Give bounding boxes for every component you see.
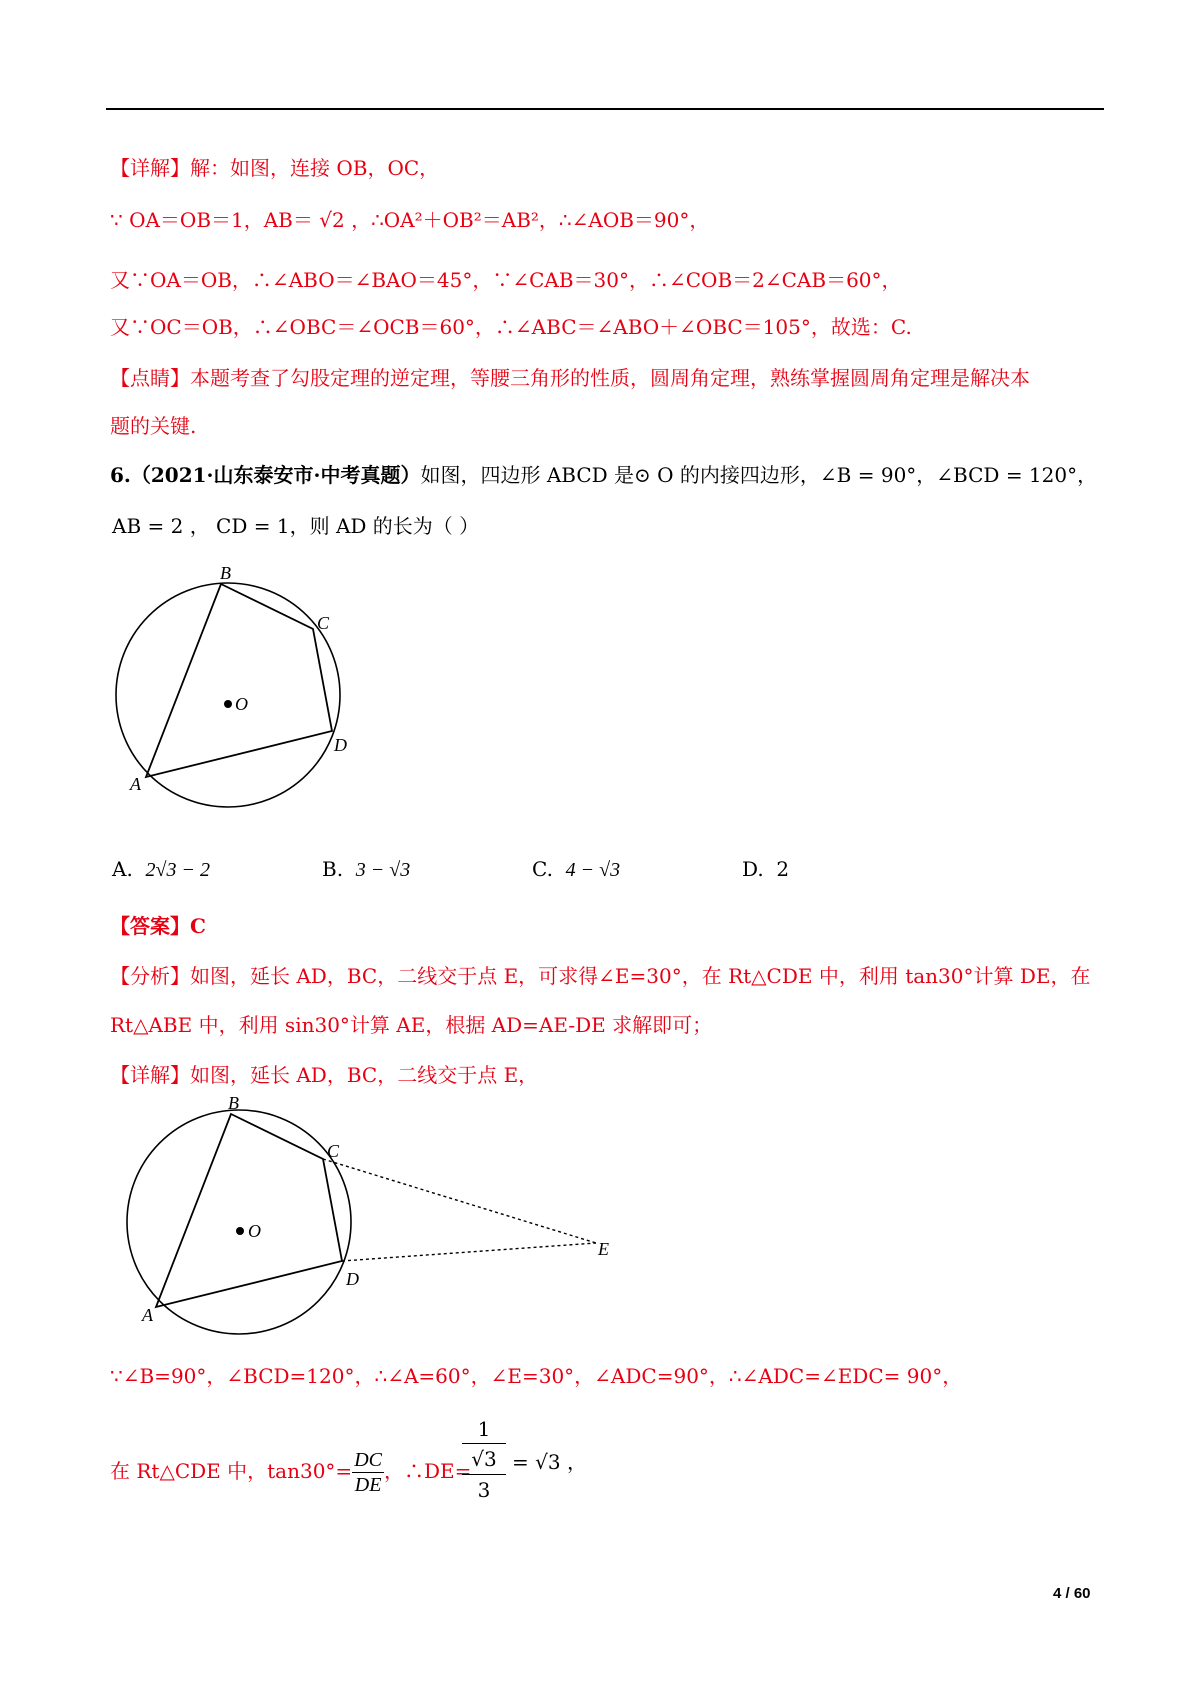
detail-line-4: 又∵OC＝OB，∴∠OBC＝∠OCB＝60°，∴∠ABC＝∠ABO＋∠OBC＝105°，故选：C. — [110, 315, 912, 339]
question-6-line-1 — [110, 461, 1097, 489]
compound-middle: √3 — [462, 1444, 506, 1475]
circle-o — [116, 583, 340, 807]
answer-line — [110, 912, 206, 940]
option-c-letter: C. — [532, 857, 553, 881]
step-2-suffix: = √3 ， — [512, 1450, 587, 1474]
quadrilateral-abcd-2 — [156, 1114, 342, 1307]
detail-6-line-1: 【详解】如图，延长 AD，BC，二线交于点 E， — [110, 1063, 539, 1087]
comment-line-2: 题的关键. — [110, 414, 197, 438]
compound-fraction — [462, 1415, 506, 1505]
option-d[interactable] — [742, 857, 789, 881]
label-b-2: B — [228, 1095, 239, 1113]
compound-numerator: 1 — [462, 1415, 506, 1444]
option-d-letter: D. — [742, 857, 764, 881]
label-a-2: A — [142, 1305, 153, 1325]
label-o-2: O — [248, 1221, 261, 1241]
fraction-denominator: DE — [354, 1474, 382, 1496]
step-line-2 — [110, 1448, 471, 1497]
analysis-line-1: 【分析】如图，延长 AD，BC，二线交于点 E，可求得∠E=30°，在 Rt△CDE 中，利用 tan30°计算 DE，在 — [110, 964, 1091, 988]
option-a-value: 2√3 − 2 — [145, 859, 211, 881]
option-b-value: 3 − √3 — [355, 859, 411, 881]
answer-value: C — [190, 914, 206, 938]
detail-line-3: 又∵OA＝OB，∴∠ABO＝∠BAO＝45°，∵∠CAB＝30°，∴∠COB＝2∠CAB＝60°， — [110, 268, 902, 292]
step-line-1: ∵∠B=90°，∠BCD=120°，∴∠A=60°，∠E=30°，∠ADC=90°，∴∠ADC=∠EDC= 90°， — [110, 1364, 963, 1388]
fraction-numerator: DC — [354, 1449, 382, 1471]
figure-2-extended-lines — [118, 1095, 618, 1335]
step-2-prefix: 在 Rt△CDE 中，tan30°= — [110, 1459, 353, 1483]
label-c: C — [317, 613, 330, 633]
figure-1-cyclic-quadrilateral — [108, 565, 368, 815]
compound-denominator: 3 — [477, 1478, 491, 1502]
center-point-o — [224, 700, 232, 708]
label-b: B — [220, 565, 231, 583]
question-source: （2021·山东泰安市·中考真题） — [130, 463, 421, 487]
option-a-letter: A. — [112, 857, 133, 881]
question-6-line-2: AB = 2 ， CD = 1，则 AD 的长为（ ） — [112, 514, 480, 538]
extension-bc — [323, 1159, 596, 1243]
answer-tag: 【答案】 — [110, 914, 190, 938]
detail-line-1: 【详解】解：如图，连接 OB，OC， — [110, 156, 440, 180]
option-c[interactable] — [532, 857, 620, 882]
label-d-2: D — [346, 1269, 359, 1289]
option-a[interactable] — [112, 857, 210, 882]
comment-line-1: 【点睛】本题考查了勾股定理的逆定理，等腰三角形的性质，圆周角定理，熟练掌握圆周角定理是解决本 — [110, 366, 1030, 390]
question-number: 6. — [110, 463, 131, 487]
option-b[interactable] — [322, 857, 410, 882]
analysis-line-2: Rt△ABE 中，利用 sin30°计算 AE，根据 AD=AE-DE 求解即可； — [110, 1013, 713, 1037]
option-b-letter: B. — [322, 857, 344, 881]
label-c-2: C — [327, 1141, 340, 1161]
option-c-value: 4 − √3 — [565, 859, 621, 881]
label-d: D — [334, 735, 347, 755]
step-2-mid: ，∴DE= — [383, 1459, 472, 1483]
label-o: O — [235, 694, 248, 714]
extension-ad — [342, 1243, 596, 1261]
circle-o-2 — [127, 1110, 351, 1334]
label-a: A — [130, 774, 141, 794]
page-number: 4 / 60 — [1053, 1585, 1091, 1602]
center-point-o-2 — [236, 1227, 244, 1235]
question-stem-1: 如图，四边形 ABCD 是⊙ O 的内接四边形，∠B = 90°，∠BCD = 120°， — [420, 463, 1098, 487]
fraction-dc-over-de — [352, 1448, 384, 1497]
label-e: E — [598, 1239, 609, 1259]
detail-line-2: ∵ OA＝OB＝1，AB＝ √2 ，∴OA²＋OB²＝AB²，∴∠AOB＝90°， — [110, 208, 710, 232]
option-d-value: 2 — [776, 857, 790, 881]
header-rule — [106, 108, 1104, 110]
